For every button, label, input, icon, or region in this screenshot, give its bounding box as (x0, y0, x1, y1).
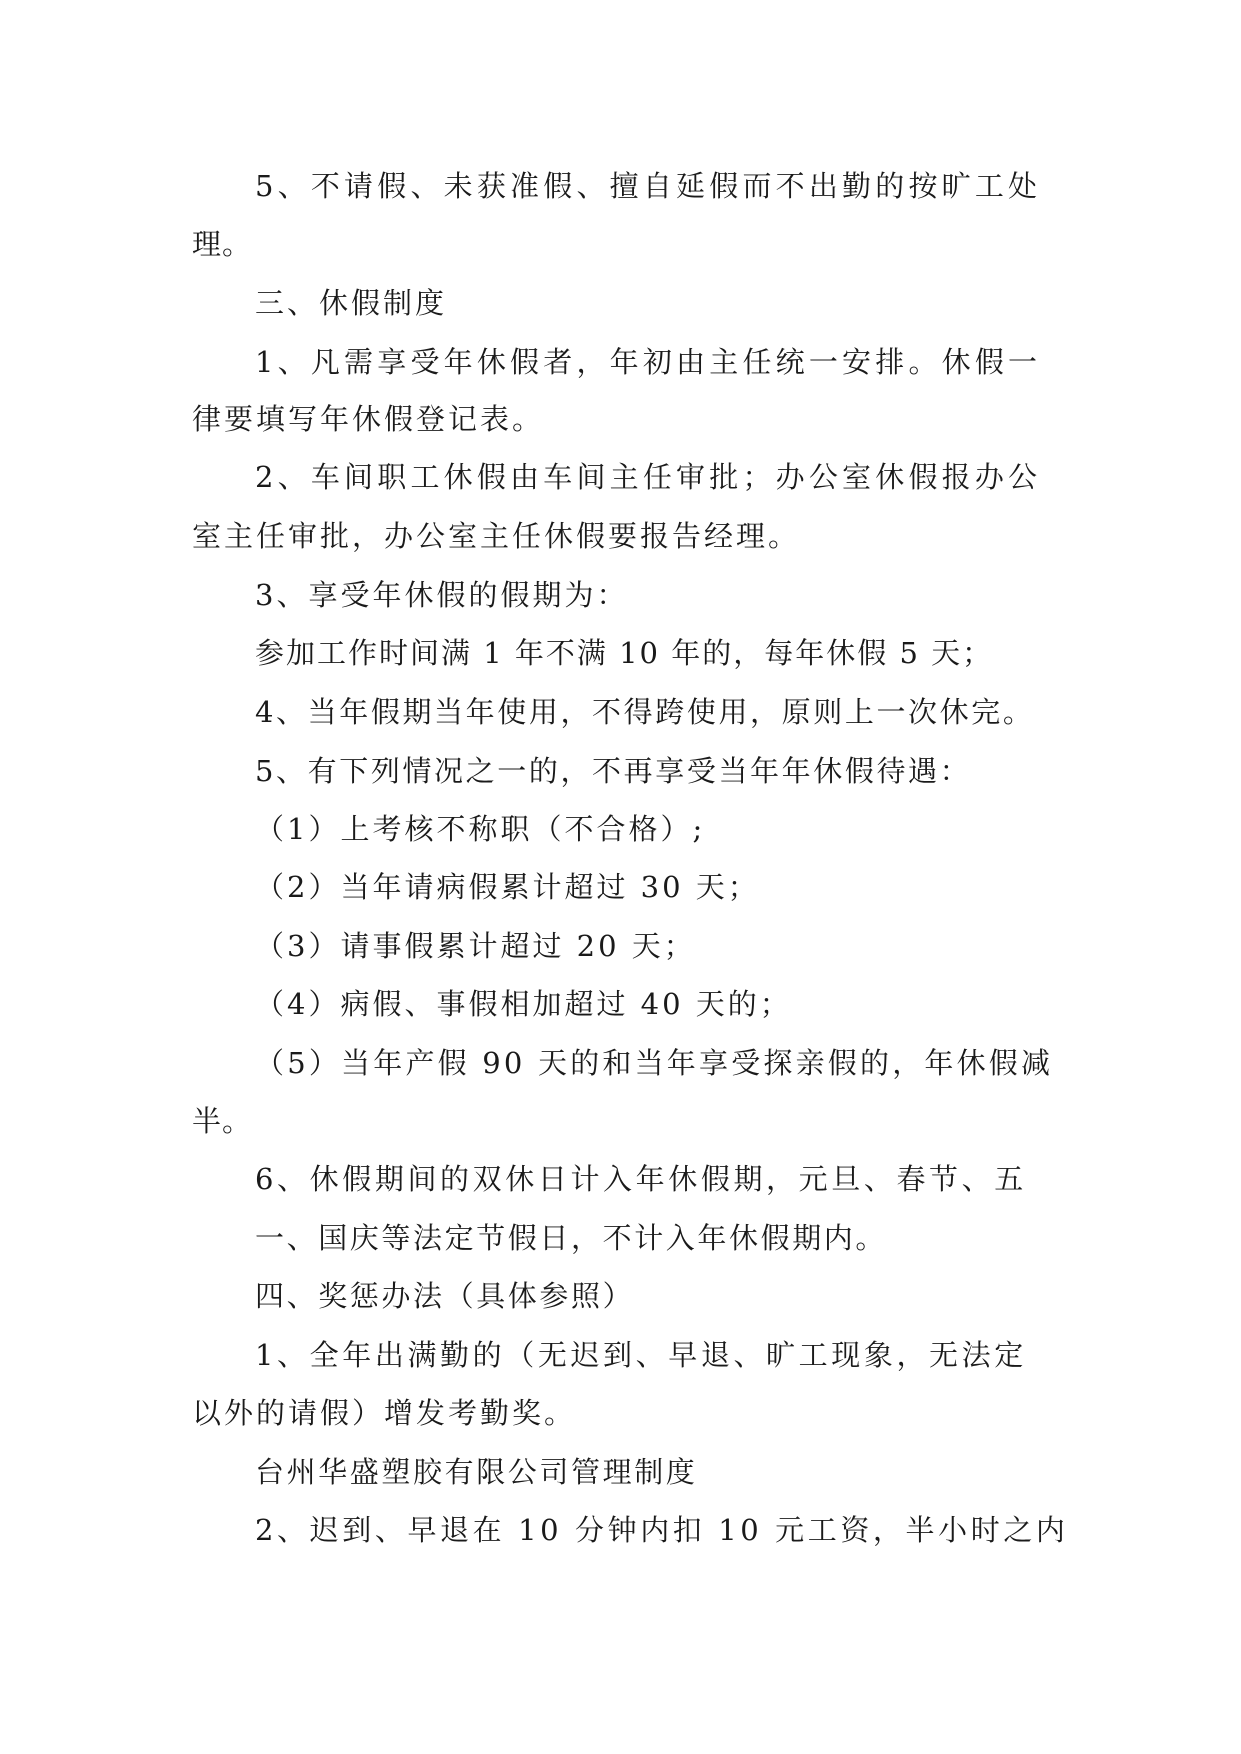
company-heading: 台州华盛塑胶有限公司管理制度 (255, 1455, 698, 1489)
text-line: 理。 (192, 227, 253, 261)
list-item: （5）当年产假 90 天的和当年享受探亲假的，年休假减 (255, 1046, 1054, 1080)
section-heading: 三、休假制度 (255, 286, 448, 320)
text-line: 一、国庆等法定节假日，不计入年休假期内。 (255, 1221, 888, 1255)
text-line: 3、享受年休假的假期为： (255, 578, 629, 612)
text-line: 律要填写年休假登记表。 (192, 402, 545, 436)
text-line: 室主任审批，办公室主任休假要报告经理。 (192, 519, 801, 553)
text-line: 2、迟到、早退在 10 分钟内扣 10 元工资，半小时之内 (255, 1513, 1069, 1547)
text-line: 半。 (192, 1104, 253, 1138)
text-line: 5、不请假、未获准假、擅自延假而不出勤的按旷工处 (255, 169, 1042, 203)
list-item: （2）当年请病假累计超过 30 天； (255, 870, 760, 904)
list-item: （1）上考核不称职（不合格）; (255, 812, 706, 846)
text-line: 1、全年出满勤的（无迟到、早退、旷工现象，无法定 (255, 1338, 1027, 1372)
text-line: 1、凡需享受年休假者，年初由主任统一安排。休假一 (255, 345, 1042, 379)
text-line: 以外的请假）增发考勤奖。 (192, 1396, 577, 1430)
text-line: 4、当年假期当年使用，不得跨使用，原则上一次休完。 (255, 695, 1035, 729)
list-item: （4）病假、事假相加超过 40 天的； (255, 987, 792, 1021)
text-line: 5、有下列情况之一的，不再享受当年年休假待遇： (255, 754, 972, 788)
text-line: 6、休假期间的双休日计入年休假期，元旦、春节、五 (255, 1162, 1027, 1196)
section-heading: 四、奖惩办法（具体参照） (255, 1279, 635, 1313)
text-line: 参加工作时间满 1 年不满 10 年的，每年休假 5 天； (255, 636, 994, 670)
text-line: 2、车间职工休假由车间主任审批；办公室休假报办公 (255, 460, 1042, 494)
list-item: （3）请事假累计超过 20 天； (255, 929, 696, 963)
